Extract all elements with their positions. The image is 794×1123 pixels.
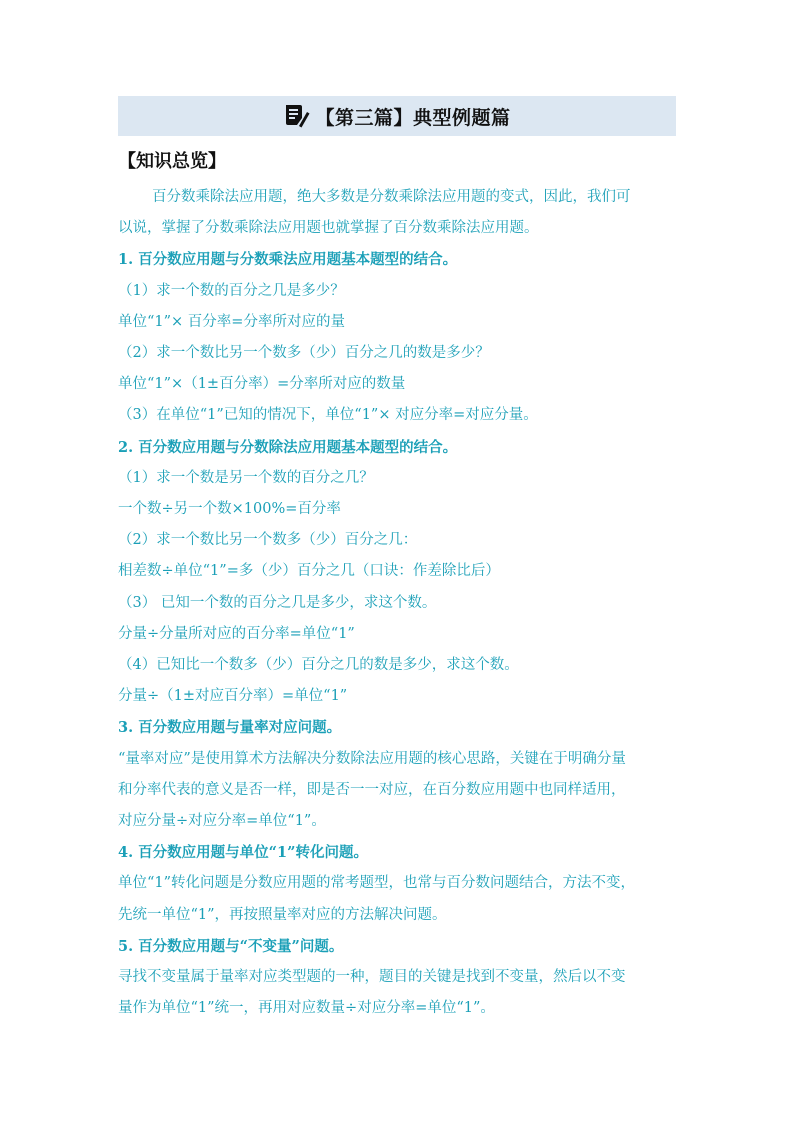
text-line: 寻找不变量属于量率对应类型题的一种，题目的关键是找到不变量，然后以不变 <box>118 969 626 986</box>
formula-line: 分量÷（1±对应百分率）=单位“1” <box>118 688 348 705</box>
page-title: 【第三篇】典型例题篇 <box>315 106 511 129</box>
formula-line: 分量÷分量所对应的百分率=单位“1” <box>118 625 355 642</box>
text-line: （1）求一个数是另一个数的百分之几？ <box>118 469 374 486</box>
numbered-heading: 1. 百分数应用题与分数乘法应用题基本题型的结合。 <box>118 251 458 269</box>
note-edit-icon <box>283 103 311 129</box>
text-line: 和分率代表的意义是否一样，即是否一一对应，在百分数应用题中也同样适用， <box>118 781 626 798</box>
formula-line: 单位“1”× 百分率=分率所对应的量 <box>118 313 345 330</box>
title-group <box>283 103 510 130</box>
text-line: （3） 已知一个数的百分之几是多少，求这个数。 <box>118 594 437 611</box>
text-line: “量率对应”是使用算术方法解决分数除法应用题的核心思路，关键在于明确分量 <box>118 750 626 767</box>
numbered-heading: 2. 百分数应用题与分数除法应用题基本题型的结合。 <box>118 438 458 456</box>
formula-line: 量作为单位“1”统一，再用对应数量÷对应分率=单位“1”。 <box>118 1000 495 1017</box>
formula-line: 单位“1”×（1±百分率）=分率所对应的数量 <box>118 376 406 393</box>
formula-line: 对应分量÷对应分率=单位“1”。 <box>118 813 326 830</box>
text-line: 以说，掌握了分数乘除法应用题也就掌握了百分数乘除法应用题。 <box>118 220 539 237</box>
text-line: （4）已知比一个数多（少）百分之几的数是多少，求这个数。 <box>118 657 519 674</box>
numbered-heading: 4. 百分数应用题与单位“1”转化问题。 <box>118 844 368 862</box>
text-line: （1）求一个数的百分之几是多少？ <box>118 282 345 299</box>
text-line: 先统一单位“1”，再按照量率对应的方法解决问题。 <box>118 906 447 923</box>
formula-line: 一个数÷另一个数×100%=百分率 <box>118 501 341 518</box>
text-line: （2）求一个数比另一个数多（少）百分之几的数是多少？ <box>118 345 490 362</box>
text-line: （3）在单位“1”已知的情况下，单位“1”× 对应分率=对应分量。 <box>118 407 538 424</box>
formula-line: 相差数÷单位“1”=多（少）百分之几（口诀：作差除比后） <box>118 563 500 580</box>
numbered-heading: 5. 百分数应用题与“不变量”问题。 <box>118 937 344 955</box>
content-body <box>118 182 678 1024</box>
title-banner <box>118 96 676 136</box>
text-line: 单位“1”转化问题是分数应用题的常考题型，也常与百分数问题结合，方法不变， <box>118 875 636 892</box>
section-heading: 【知识总览】 <box>118 151 226 172</box>
text-line: 百分数乘除法应用题，绝大多数是分数乘除法应用题的变式，因此，我们可 <box>152 189 631 205</box>
text-line: （2）求一个数比另一个数多（少）百分之几： <box>118 532 418 549</box>
numbered-heading: 3. 百分数应用题与量率对应问题。 <box>118 719 342 737</box>
